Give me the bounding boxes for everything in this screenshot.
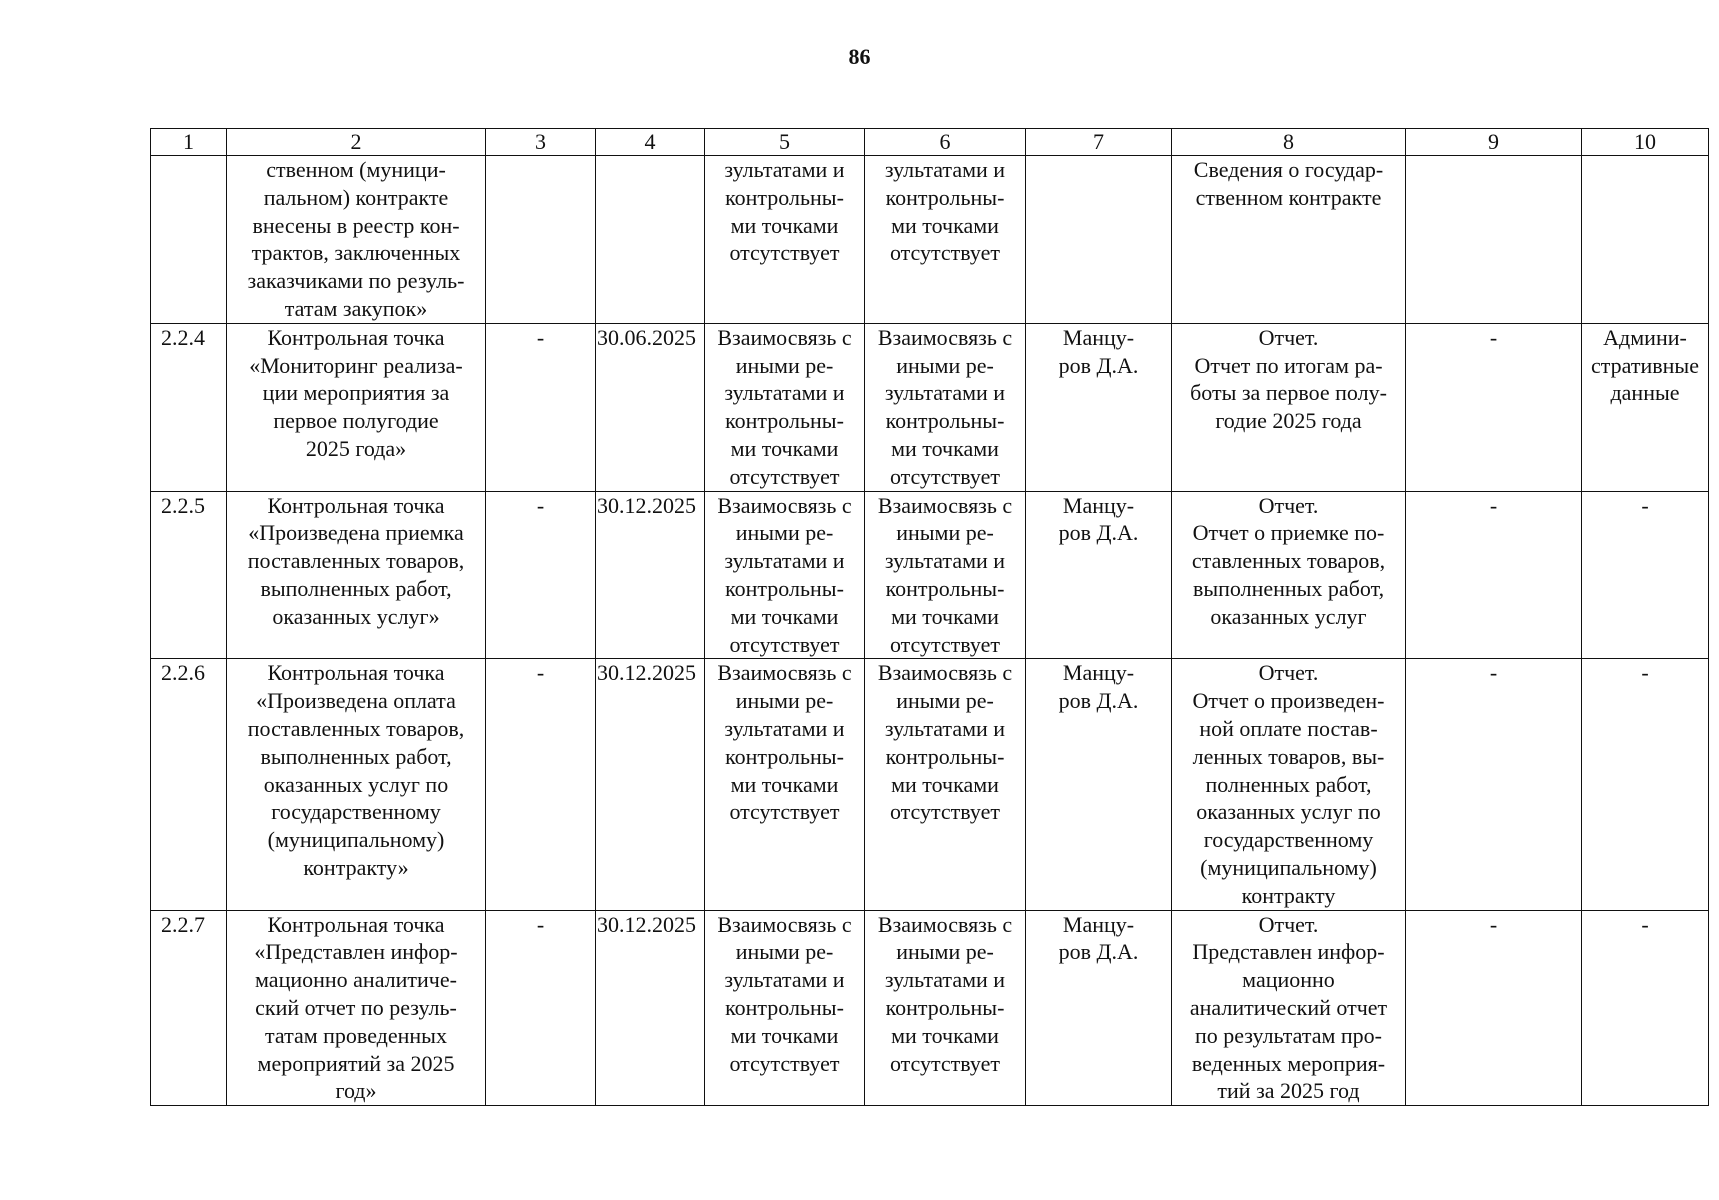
cell-text-line: зультатами и xyxy=(724,548,845,574)
cell-text-line: Взаимосвязь с xyxy=(717,324,852,350)
table-row xyxy=(151,910,1709,1106)
cell-text-line: «Представлен инфор- xyxy=(254,939,458,965)
cell-text-line: оказанных услуг по xyxy=(1196,799,1381,825)
cell-text-line: поставленных товаров, xyxy=(247,548,465,574)
cell-text-line: иными ре- xyxy=(735,688,834,714)
cell-text-line: контрольны- xyxy=(725,408,844,434)
col6-cell xyxy=(865,156,1026,324)
cell-text-line: зультатами и xyxy=(724,380,845,406)
cell-text-line: 2025 года» xyxy=(305,435,407,461)
cell-text-line: Взаимосвязь с xyxy=(877,324,1013,350)
cell-text-line: Манцу- xyxy=(1062,911,1135,937)
cell-text-line: Отчет о произведен- xyxy=(1192,688,1385,714)
cell-text-line: ленных товаров, вы- xyxy=(1192,743,1385,769)
cell-text-line: (муниципальному) xyxy=(267,827,445,853)
column-number-header: 7 xyxy=(1026,129,1172,156)
cell-text-line: отсутствует xyxy=(729,799,840,825)
cell-text-line: мероприятий за 2025 xyxy=(257,1050,455,1076)
source-cell xyxy=(1582,156,1709,324)
cell-text-line: оказанных услуг по xyxy=(263,771,449,797)
cell-text-line: ми точками xyxy=(891,1022,999,1048)
cell-text-line: контракту» xyxy=(303,854,409,880)
date-cell: 30.12.2025 xyxy=(596,659,705,910)
table-row xyxy=(151,659,1709,910)
col9-cell: - xyxy=(1406,323,1582,491)
cell-text-line: зультатами и xyxy=(884,380,1006,406)
cell-text-line: ский отчет по резуль- xyxy=(255,994,457,1020)
date-cell: 30.12.2025 xyxy=(596,910,705,1106)
col3-cell: - xyxy=(486,659,596,910)
cell-text-line: зультатами и xyxy=(724,967,845,993)
cell-text-line: контрольны- xyxy=(885,575,1005,601)
cell-text-line: Отчет. xyxy=(1258,324,1319,350)
cell-text-line: по результатам про- xyxy=(1195,1022,1382,1048)
cell-text-line: стративные xyxy=(1591,352,1699,378)
cell-text-line: контрольны- xyxy=(885,184,1005,210)
column-number-header: 4 xyxy=(596,129,705,156)
cell-text-line: контрольны- xyxy=(725,184,844,210)
source-cell xyxy=(1582,910,1709,1106)
cell-text-line: татам проведенных xyxy=(265,1022,447,1048)
cell-text-line: Взаимосвязь с xyxy=(717,492,852,518)
control-points-table xyxy=(150,128,1709,1106)
col3-cell: - xyxy=(486,910,596,1106)
column-number-header: 6 xyxy=(865,129,1026,156)
cell-text-line: ственном (муници- xyxy=(266,157,446,182)
cell-text-line: данные xyxy=(1610,380,1680,406)
cell-text-line: Взаимосвязь с xyxy=(877,660,1013,686)
cell-text-line: - xyxy=(1641,660,1649,686)
cell-text-line: контрольны- xyxy=(885,408,1005,434)
cell-text-line: отсутствует xyxy=(729,240,840,266)
cell-text-line: иными ре- xyxy=(735,352,834,378)
cell-text-line: ми точками xyxy=(891,435,999,461)
column-number-header: 9 xyxy=(1406,129,1582,156)
cell-text-line: ров Д.А. xyxy=(1058,688,1139,714)
col5-cell xyxy=(705,910,865,1106)
table-header-row xyxy=(151,129,1709,156)
cell-text-line: - xyxy=(1641,911,1649,937)
cell-text-line: отсутствует xyxy=(889,463,1001,489)
cell-text-line: ми точками xyxy=(730,771,839,797)
document-cell xyxy=(1172,491,1406,659)
description-cell xyxy=(227,910,486,1106)
cell-text-line: ной оплате постав- xyxy=(1199,715,1378,741)
cell-text-line: Манцу- xyxy=(1062,492,1135,518)
cell-text-line: отсутствует xyxy=(729,631,840,657)
date-cell: 30.06.2025 xyxy=(596,323,705,491)
cell-text-line: зультатами и xyxy=(884,548,1006,574)
cell-text-line: Взаимосвязь с xyxy=(717,660,852,686)
cell-text-line: иными ре- xyxy=(896,939,994,965)
row-number-cell: 2.2.5 xyxy=(151,491,227,659)
cell-text-line: выполненных работ, xyxy=(260,743,452,769)
cell-text-line: ров Д.А. xyxy=(1058,520,1139,546)
cell-text-line: первое полугодие xyxy=(273,408,439,434)
cell-text-line: ставленных товаров, xyxy=(1191,548,1386,574)
cell-text-line: Манцу- xyxy=(1062,660,1135,686)
cell-text-line: поставленных товаров, xyxy=(247,715,465,741)
document-cell xyxy=(1172,659,1406,910)
cell-text-line: Взаимосвязь с xyxy=(877,911,1013,937)
col5-cell xyxy=(705,491,865,659)
cell-text-line: ми точками xyxy=(730,212,839,238)
cell-text-line: Взаимосвязь с xyxy=(877,492,1013,518)
col9-cell: - xyxy=(1406,491,1582,659)
column-number-header: 5 xyxy=(705,129,865,156)
cell-text-line: Отчет по итогам ра- xyxy=(1194,352,1383,378)
cell-text-line: Отчет. xyxy=(1258,660,1319,686)
cell-text-line: отсутствует xyxy=(889,240,1001,266)
table-row xyxy=(151,491,1709,659)
col6-cell xyxy=(865,659,1026,910)
column-number-header: 3 xyxy=(486,129,596,156)
cell-text-line: Контрольная точка xyxy=(267,911,445,937)
page-number: 86 xyxy=(848,44,871,69)
cell-text-line: Отчет. xyxy=(1258,911,1319,937)
column-number-header: 1 xyxy=(151,129,227,156)
col5-cell xyxy=(705,659,865,910)
cell-text-line: Сведения о государ- xyxy=(1193,157,1384,182)
cell-text-line: контрольны- xyxy=(725,575,844,601)
cell-text-line: отсутствует xyxy=(889,1050,1001,1076)
row-number-cell: 2.2.7 xyxy=(151,910,227,1106)
document-cell xyxy=(1172,910,1406,1106)
source-cell xyxy=(1582,491,1709,659)
source-cell xyxy=(1582,659,1709,910)
description-cell xyxy=(227,659,486,910)
cell-text-line: ми точками xyxy=(891,212,999,238)
cell-text-line: иными ре- xyxy=(896,688,994,714)
col9-cell: - xyxy=(1406,910,1582,1106)
cell-text-line: отсутствует xyxy=(889,631,1001,657)
document-cell xyxy=(1172,156,1406,324)
responsible-cell xyxy=(1026,659,1172,910)
cell-text-line: трактов, заключенных xyxy=(251,240,461,266)
date-cell: 30.12.2025 xyxy=(596,491,705,659)
cell-text-line: (муниципальному) xyxy=(1200,854,1377,880)
description-cell xyxy=(227,156,486,324)
cell-text-line: Контрольная точка xyxy=(267,660,445,686)
cell-text-line: контрольны- xyxy=(885,743,1005,769)
cell-text-line: зультатами и xyxy=(724,157,845,182)
cell-text-line: - xyxy=(1641,492,1649,518)
cell-text-line: Контрольная точка xyxy=(267,324,445,350)
column-number-header: 8 xyxy=(1172,129,1406,156)
cell-text-line: пальном) контракте xyxy=(263,184,449,210)
cell-text-line: год» xyxy=(335,1078,377,1104)
date-cell xyxy=(596,156,705,324)
cell-text-line: Взаимосвязь с xyxy=(717,911,852,937)
cell-text-line: выполненных работ, xyxy=(1192,575,1385,601)
cell-text-line: Представлен инфор- xyxy=(1192,939,1385,965)
responsible-cell xyxy=(1026,323,1172,491)
cell-text-line: отсутствует xyxy=(729,1050,840,1076)
col6-cell xyxy=(865,910,1026,1106)
cell-text-line: государственному xyxy=(271,799,441,825)
cell-text-line: ми точками xyxy=(891,771,999,797)
cell-text-line: полненных работ, xyxy=(1205,771,1372,797)
cell-text-line: Отчет. xyxy=(1258,492,1319,518)
cell-text-line: контракту xyxy=(1241,882,1336,908)
document-cell xyxy=(1172,323,1406,491)
column-number-header: 2 xyxy=(227,129,486,156)
description-cell xyxy=(227,491,486,659)
row-number-cell xyxy=(151,156,227,324)
cell-text-line: внесены в реестр кон- xyxy=(252,212,460,238)
cell-text-line: татам закупок» xyxy=(284,295,428,321)
cell-text-line: ми точками xyxy=(730,1022,839,1048)
source-cell xyxy=(1582,323,1709,491)
cell-text-line: ми точками xyxy=(891,603,999,629)
col6-cell xyxy=(865,323,1026,491)
cell-text-line: иными ре- xyxy=(896,520,994,546)
row-number-cell: 2.2.6 xyxy=(151,659,227,910)
cell-text-line: ции мероприятия за xyxy=(262,380,450,406)
cell-text-line: веденных мероприя- xyxy=(1191,1050,1386,1076)
cell-text-line: иными ре- xyxy=(735,520,834,546)
cell-text-line: Контрольная точка xyxy=(267,492,445,518)
cell-text-line: государственному xyxy=(1203,827,1374,853)
cell-text-line: тий за 2025 год xyxy=(1217,1078,1360,1104)
cell-text-line: боты за первое полу- xyxy=(1190,380,1387,406)
table-row xyxy=(151,156,1709,324)
col9-cell: - xyxy=(1406,659,1582,910)
cell-text-line: «Произведена оплата xyxy=(256,688,456,714)
cell-text-line: зультатами и xyxy=(884,967,1006,993)
cell-text-line: зультатами и xyxy=(884,157,1006,182)
cell-text-line: мационно xyxy=(1242,967,1335,993)
cell-text-line: контрольны- xyxy=(885,994,1005,1020)
col3-cell: - xyxy=(486,491,596,659)
responsible-cell xyxy=(1026,156,1172,324)
cell-text-line: ственном контракте xyxy=(1195,184,1382,210)
cell-text-line: Админи- xyxy=(1603,324,1687,350)
table-row xyxy=(151,323,1709,491)
col5-cell xyxy=(705,323,865,491)
responsible-cell xyxy=(1026,910,1172,1106)
row-number-cell: 2.2.4 xyxy=(151,323,227,491)
cell-text-line: «Мониторинг реализа- xyxy=(249,352,463,378)
cell-text-line: выполненных работ, xyxy=(260,575,452,601)
cell-text-line: аналитический отчет xyxy=(1189,994,1388,1020)
cell-text-line: оказанных услуг xyxy=(1210,603,1367,629)
cell-text-line: ми точками xyxy=(730,603,839,629)
cell-text-line: Манцу- xyxy=(1062,324,1135,350)
cell-text-line: отсутствует xyxy=(729,463,840,489)
responsible-cell xyxy=(1026,491,1172,659)
cell-text-line: контрольны- xyxy=(725,994,844,1020)
cell-text-line: оказанных услуг» xyxy=(272,603,440,629)
cell-text-line: ми точками xyxy=(730,435,839,461)
col6-cell xyxy=(865,491,1026,659)
col5-cell xyxy=(705,156,865,324)
cell-text-line: иными ре- xyxy=(896,352,994,378)
cell-text-line: зультатами и xyxy=(724,715,845,741)
cell-text-line: мационно аналитиче- xyxy=(255,967,457,993)
cell-text-line: отсутствует xyxy=(889,799,1001,825)
cell-text-line: ров Д.А. xyxy=(1058,352,1139,378)
col9-cell xyxy=(1406,156,1582,324)
col3-cell: - xyxy=(486,323,596,491)
column-number-header: 10 xyxy=(1582,129,1709,156)
cell-text-line: Отчет о приемке по- xyxy=(1192,520,1385,546)
cell-text-line: зультатами и xyxy=(884,715,1006,741)
cell-text-line: ров Д.А. xyxy=(1058,939,1139,965)
col3-cell xyxy=(486,156,596,324)
cell-text-line: иными ре- xyxy=(735,939,834,965)
cell-text-line: контрольны- xyxy=(725,743,844,769)
cell-text-line: годие 2025 года xyxy=(1215,408,1362,434)
cell-text-line: заказчиками по резуль- xyxy=(247,268,465,294)
description-cell xyxy=(227,323,486,491)
cell-text-line: «Произведена приемка xyxy=(248,520,464,546)
